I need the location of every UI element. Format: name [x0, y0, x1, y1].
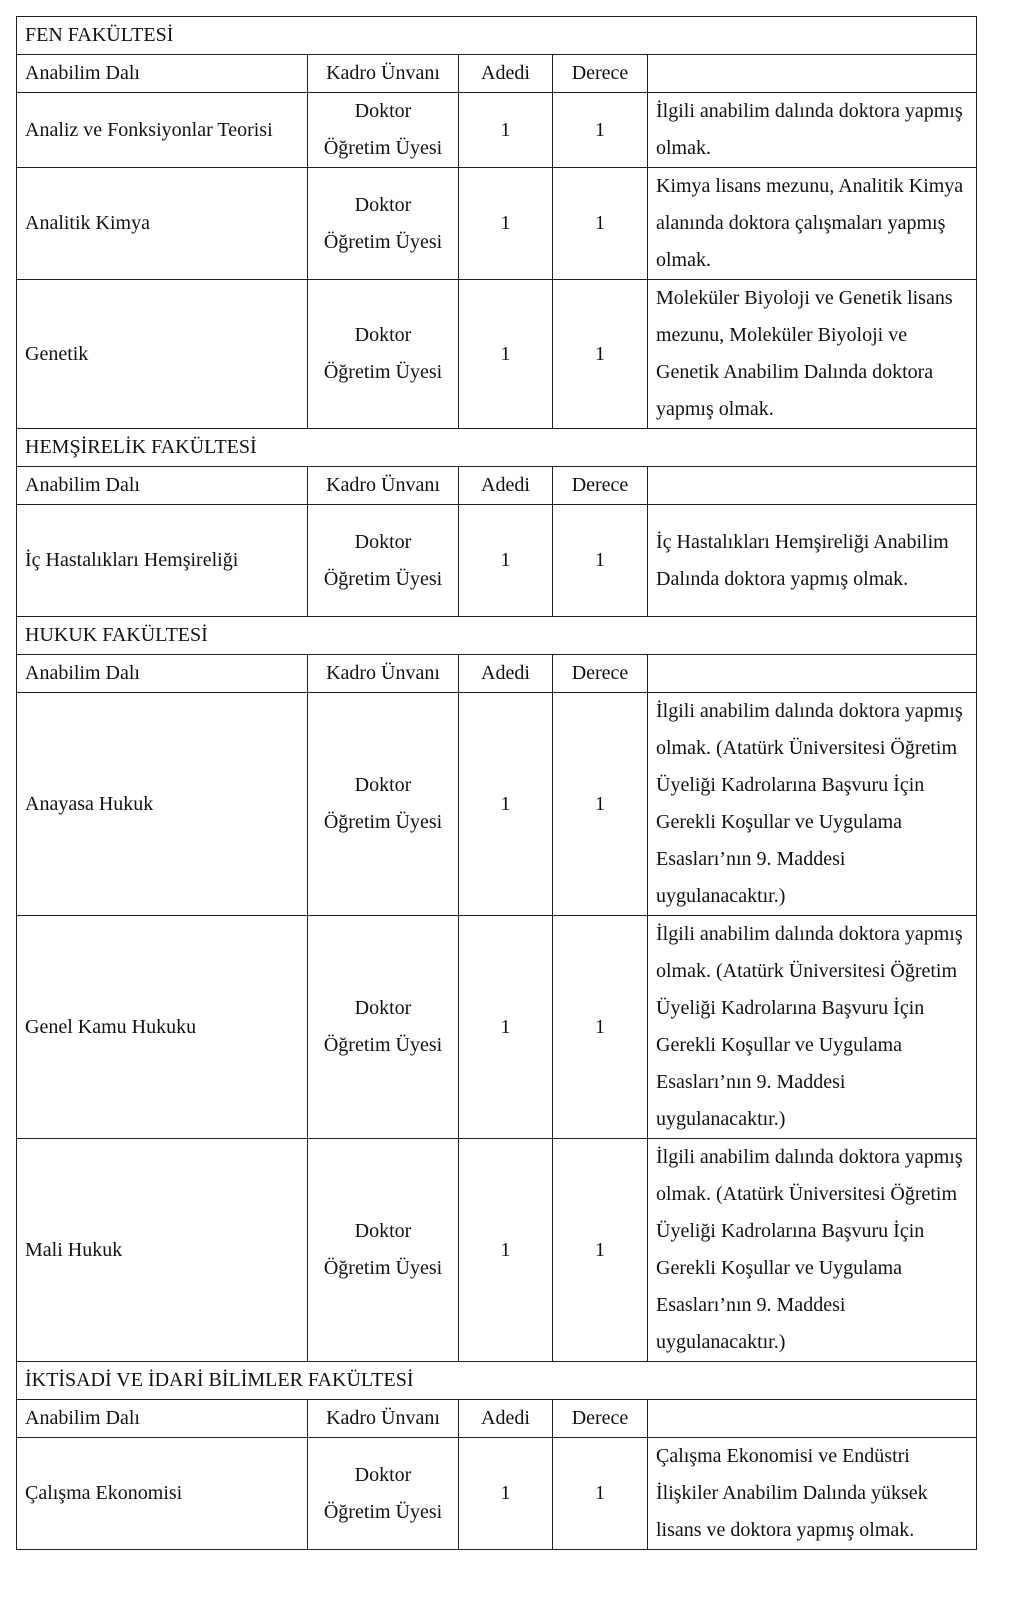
count-cell: 1: [459, 505, 553, 617]
department-cell: Genetik: [17, 280, 308, 429]
header-count: Adedi: [459, 467, 553, 505]
header-count: Adedi: [459, 55, 553, 93]
header-requirement: [648, 467, 977, 505]
header-row: [17, 1400, 977, 1438]
department-cell: Analitik Kimya: [17, 168, 308, 280]
header-title: Kadro Ünvanı: [308, 55, 459, 93]
title-cell: Doktor Öğretim Üyesi: [308, 693, 459, 916]
department-cell: Genel Kamu Hukuku: [17, 916, 308, 1139]
table-row: [17, 505, 977, 617]
table-row: [17, 280, 977, 429]
title-cell: Doktor Öğretim Üyesi: [308, 93, 459, 168]
header-requirement: [648, 655, 977, 693]
table-row: [17, 916, 977, 1139]
header-degree: Derece: [553, 467, 648, 505]
faculty-name: İKTİSADİ VE İDARİ BİLİMLER FAKÜLTESİ: [17, 1362, 977, 1400]
header-title: Kadro Ünvanı: [308, 1400, 459, 1438]
header-row: [17, 467, 977, 505]
table-row: [17, 168, 977, 280]
header-degree: Derece: [553, 655, 648, 693]
faculty-name: HEMŞİRELİK FAKÜLTESİ: [17, 429, 977, 467]
department-cell: Analiz ve Fonksiyonlar Teorisi: [17, 93, 308, 168]
table-row: [17, 1438, 977, 1550]
requirement-cell: Çalışma Ekonomisi ve Endüstri İlişkiler Anabilim Dalında yüksek lisans ve doktora yapmış olmak.: [648, 1438, 977, 1550]
department-cell: İç Hastalıkları Hemşireliği: [17, 505, 308, 617]
requirement-cell: İlgili anabilim dalında doktora yapmış olmak.: [648, 93, 977, 168]
table-row: [17, 693, 977, 916]
department-cell: Çalışma Ekonomisi: [17, 1438, 308, 1550]
requirement-cell: İç Hastalıkları Hemşireliği Anabilim Dalında doktora yapmış olmak.: [648, 505, 977, 617]
header-department: Anabilim Dalı: [17, 55, 308, 93]
faculty-name: FEN FAKÜLTESİ: [17, 17, 977, 55]
title-cell: Doktor Öğretim Üyesi: [308, 168, 459, 280]
faculty-name: HUKUK FAKÜLTESİ: [17, 617, 977, 655]
title-cell: Doktor Öğretim Üyesi: [308, 1139, 459, 1362]
table-row: [17, 1139, 977, 1362]
faculty-row: [17, 617, 977, 655]
faculty-row: [17, 429, 977, 467]
header-degree: Derece: [553, 55, 648, 93]
requirement-cell: Kimya lisans mezunu, Analitik Kimya alanında doktora çalışmaları yapmış olmak.: [648, 168, 977, 280]
positions-table: [16, 16, 977, 1550]
header-department: Anabilim Dalı: [17, 1400, 308, 1438]
requirement-cell: İlgili anabilim dalında doktora yapmış olmak. (Atatürk Üniversitesi Öğretim Üyeliği Kadrolarına Başvuru İçin Gerekli Koşullar ve Uygulama Esasları’nın 9. Maddesi uygulanacaktır.): [648, 693, 977, 916]
faculty-row: [17, 17, 977, 55]
count-cell: 1: [459, 93, 553, 168]
header-requirement: [648, 1400, 977, 1438]
degree-cell: 1: [553, 693, 648, 916]
degree-cell: 1: [553, 916, 648, 1139]
degree-cell: 1: [553, 1438, 648, 1550]
count-cell: 1: [459, 693, 553, 916]
degree-cell: 1: [553, 1139, 648, 1362]
degree-cell: 1: [553, 280, 648, 429]
count-cell: 1: [459, 916, 553, 1139]
degree-cell: 1: [553, 93, 648, 168]
title-cell: Doktor Öğretim Üyesi: [308, 916, 459, 1139]
header-row: [17, 655, 977, 693]
requirement-cell: Moleküler Biyoloji ve Genetik lisans mezunu, Moleküler Biyoloji ve Genetik Anabilim Dalında doktora yapmış olmak.: [648, 280, 977, 429]
header-row: [17, 55, 977, 93]
count-cell: 1: [459, 168, 553, 280]
degree-cell: 1: [553, 505, 648, 617]
header-degree: Derece: [553, 1400, 648, 1438]
requirement-cell: İlgili anabilim dalında doktora yapmış olmak. (Atatürk Üniversitesi Öğretim Üyeliği Kadrolarına Başvuru İçin Gerekli Koşullar ve Uygulama Esasları’nın 9. Maddesi uygulanacaktır.): [648, 916, 977, 1139]
count-cell: 1: [459, 1438, 553, 1550]
requirement-cell: İlgili anabilim dalında doktora yapmış olmak. (Atatürk Üniversitesi Öğretim Üyeliği Kadrolarına Başvuru İçin Gerekli Koşullar ve Uygulama Esasları’nın 9. Maddesi uygulanacaktır.): [648, 1139, 977, 1362]
title-cell: Doktor Öğretim Üyesi: [308, 505, 459, 617]
header-count: Adedi: [459, 655, 553, 693]
department-cell: Mali Hukuk: [17, 1139, 308, 1362]
header-title: Kadro Ünvanı: [308, 467, 459, 505]
title-cell: Doktor Öğretim Üyesi: [308, 1438, 459, 1550]
count-cell: 1: [459, 1139, 553, 1362]
header-department: Anabilim Dalı: [17, 467, 308, 505]
department-cell: Anayasa Hukuk: [17, 693, 308, 916]
table-row: [17, 93, 977, 168]
title-cell: Doktor Öğretim Üyesi: [308, 280, 459, 429]
positions-document: [16, 16, 977, 1550]
header-department: Anabilim Dalı: [17, 655, 308, 693]
count-cell: 1: [459, 280, 553, 429]
header-count: Adedi: [459, 1400, 553, 1438]
header-title: Kadro Ünvanı: [308, 655, 459, 693]
header-requirement: [648, 55, 977, 93]
faculty-row: [17, 1362, 977, 1400]
degree-cell: 1: [553, 168, 648, 280]
